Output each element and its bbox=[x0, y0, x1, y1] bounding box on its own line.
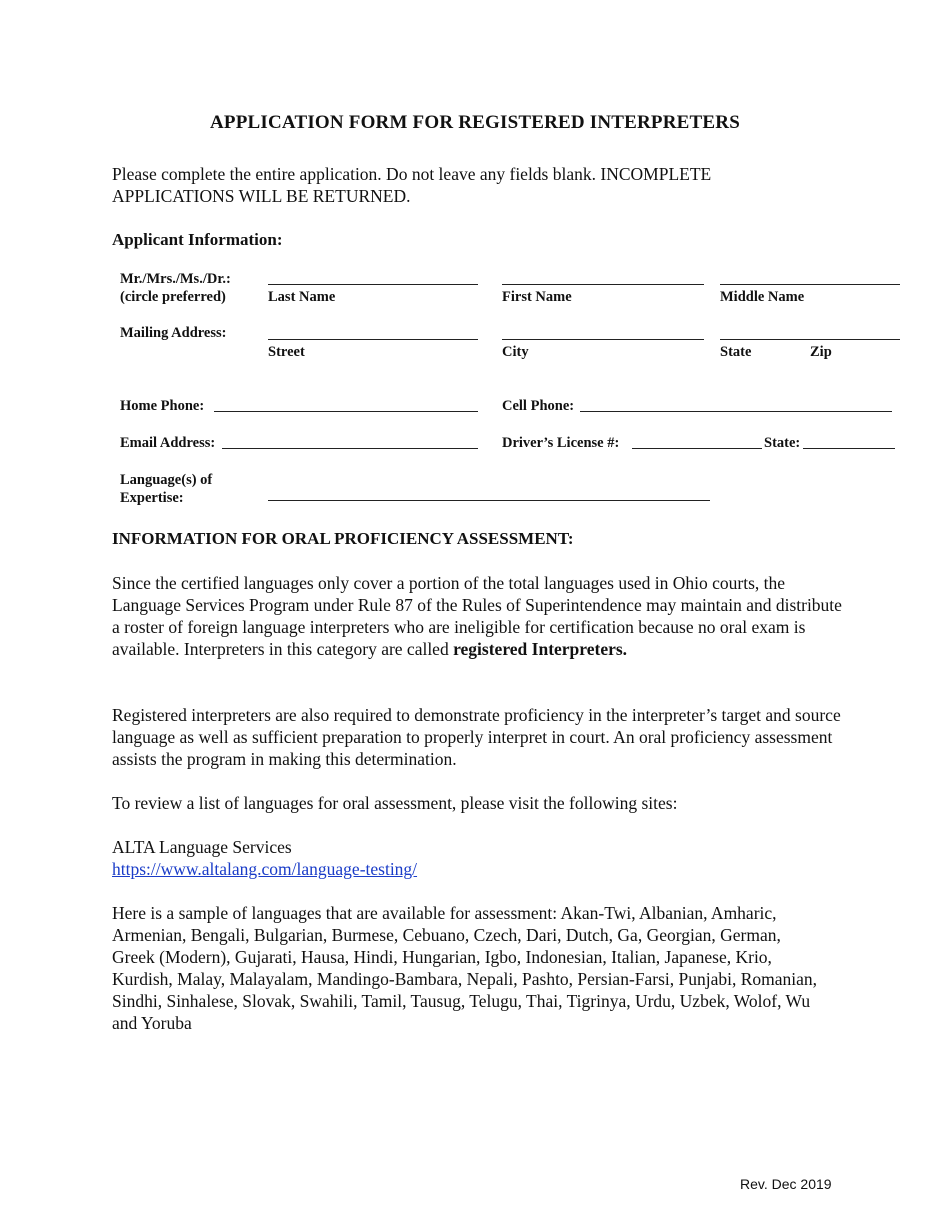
dl-state-field[interactable] bbox=[803, 448, 895, 449]
middle-name-field[interactable] bbox=[720, 284, 900, 285]
intro-text: Please complete the entire application. Do not leave any fields blank. INCOMPLETE APPLICATIONS WILL BE RETURNED. bbox=[112, 164, 712, 206]
home-phone-field[interactable] bbox=[214, 411, 478, 412]
assessment-paragraph-1 bbox=[112, 572, 852, 660]
dl-state-label: State: bbox=[764, 435, 801, 451]
salutation-hint: (circle preferred) bbox=[120, 289, 226, 305]
assessment-paragraph-3: To review a list of languages for oral assessment, please visit the following sites: bbox=[112, 793, 678, 813]
provider-name: ALTA Language Services bbox=[112, 837, 292, 857]
registered-interpreters-term: registered Interpreters. bbox=[453, 639, 628, 659]
assessment-paragraph-4: Here is a sample of languages that are available for assessment: Akan-Twi, Albanian, Amharic, Armenian, Bengali, Bulgarian, Burmese, Cebuano, Czech, Dari, Dutch, Ga, Georgian, German, Greek (Modern), Gujarati, Hausa, Hindi, Hungarian, Igbo, Indonesian, Italian, Japanese, Krio, Kurdish, Malay, Malayalam, Mandingo-Bambara, Nepali, Pashto, Persian-Farsi, Punjabi, Romanian, Sindhi, Sinhalese, Slovak, Swahili, Tamil, Tausug, Telugu, Thai, Tigrinya, Urdu, Uzbek, Wolof, Wu and Yoruba bbox=[112, 903, 818, 1033]
state-label: State bbox=[720, 344, 752, 360]
cell-phone-label: Cell Phone: bbox=[502, 398, 575, 414]
last-name-field[interactable] bbox=[268, 284, 478, 285]
city-field[interactable] bbox=[502, 339, 704, 340]
page-title: APPLICATION FORM FOR REGISTERED INTERPRETERS bbox=[210, 112, 740, 133]
last-name-label: Last Name bbox=[268, 289, 336, 305]
drivers-license-field[interactable] bbox=[632, 448, 762, 449]
provider-link[interactable]: https://www.altalang.com/language-testing/ bbox=[112, 859, 418, 879]
applicant-heading: Applicant Information: bbox=[112, 230, 283, 249]
assessment-heading: INFORMATION FOR ORAL PROFICIENCY ASSESSMENT: bbox=[112, 529, 574, 548]
zip-label: Zip bbox=[810, 344, 832, 360]
languages-field[interactable] bbox=[268, 500, 710, 501]
street-label: Street bbox=[268, 344, 305, 360]
street-field[interactable] bbox=[268, 339, 478, 340]
mailing-address-label: Mailing Address: bbox=[120, 325, 227, 341]
drivers-license-label: Driver’s License #: bbox=[502, 435, 620, 451]
first-name-label: First Name bbox=[502, 289, 572, 305]
assessment-paragraph-2: Registered interpreters are also required to demonstrate proficiency in the interpreter’s target and source language as well as sufficient preparation to properly interpret in court. An oral proficiency assessment assists the program in making this determination. bbox=[112, 705, 841, 769]
provider-block bbox=[112, 836, 852, 880]
languages-label-line2: Expertise: bbox=[120, 490, 184, 506]
cell-phone-field[interactable] bbox=[580, 411, 892, 412]
email-field[interactable] bbox=[222, 448, 478, 449]
email-label: Email Address: bbox=[120, 435, 216, 451]
state-zip-field[interactable] bbox=[720, 339, 900, 340]
revision-note: Rev. Dec 2019 bbox=[740, 1176, 832, 1192]
city-label: City bbox=[502, 344, 529, 360]
salutation-label: Mr./Mrs./Ms./Dr.: bbox=[120, 271, 231, 287]
paragraph-1-text: Since the certified languages only cover a portion of the total languages used in Ohio courts, the Language Services Program under Rule 87 of the Rules of Superintendence may maintain and distribute a roster of foreign language interpreters who are ineligible for certification because no oral exam is available. Interpreters in this category are called bbox=[112, 573, 842, 659]
home-phone-label: Home Phone: bbox=[120, 398, 205, 414]
first-name-field[interactable] bbox=[502, 284, 704, 285]
middle-name-label: Middle Name bbox=[720, 289, 805, 305]
languages-label-line1: Language(s) of bbox=[120, 472, 213, 488]
